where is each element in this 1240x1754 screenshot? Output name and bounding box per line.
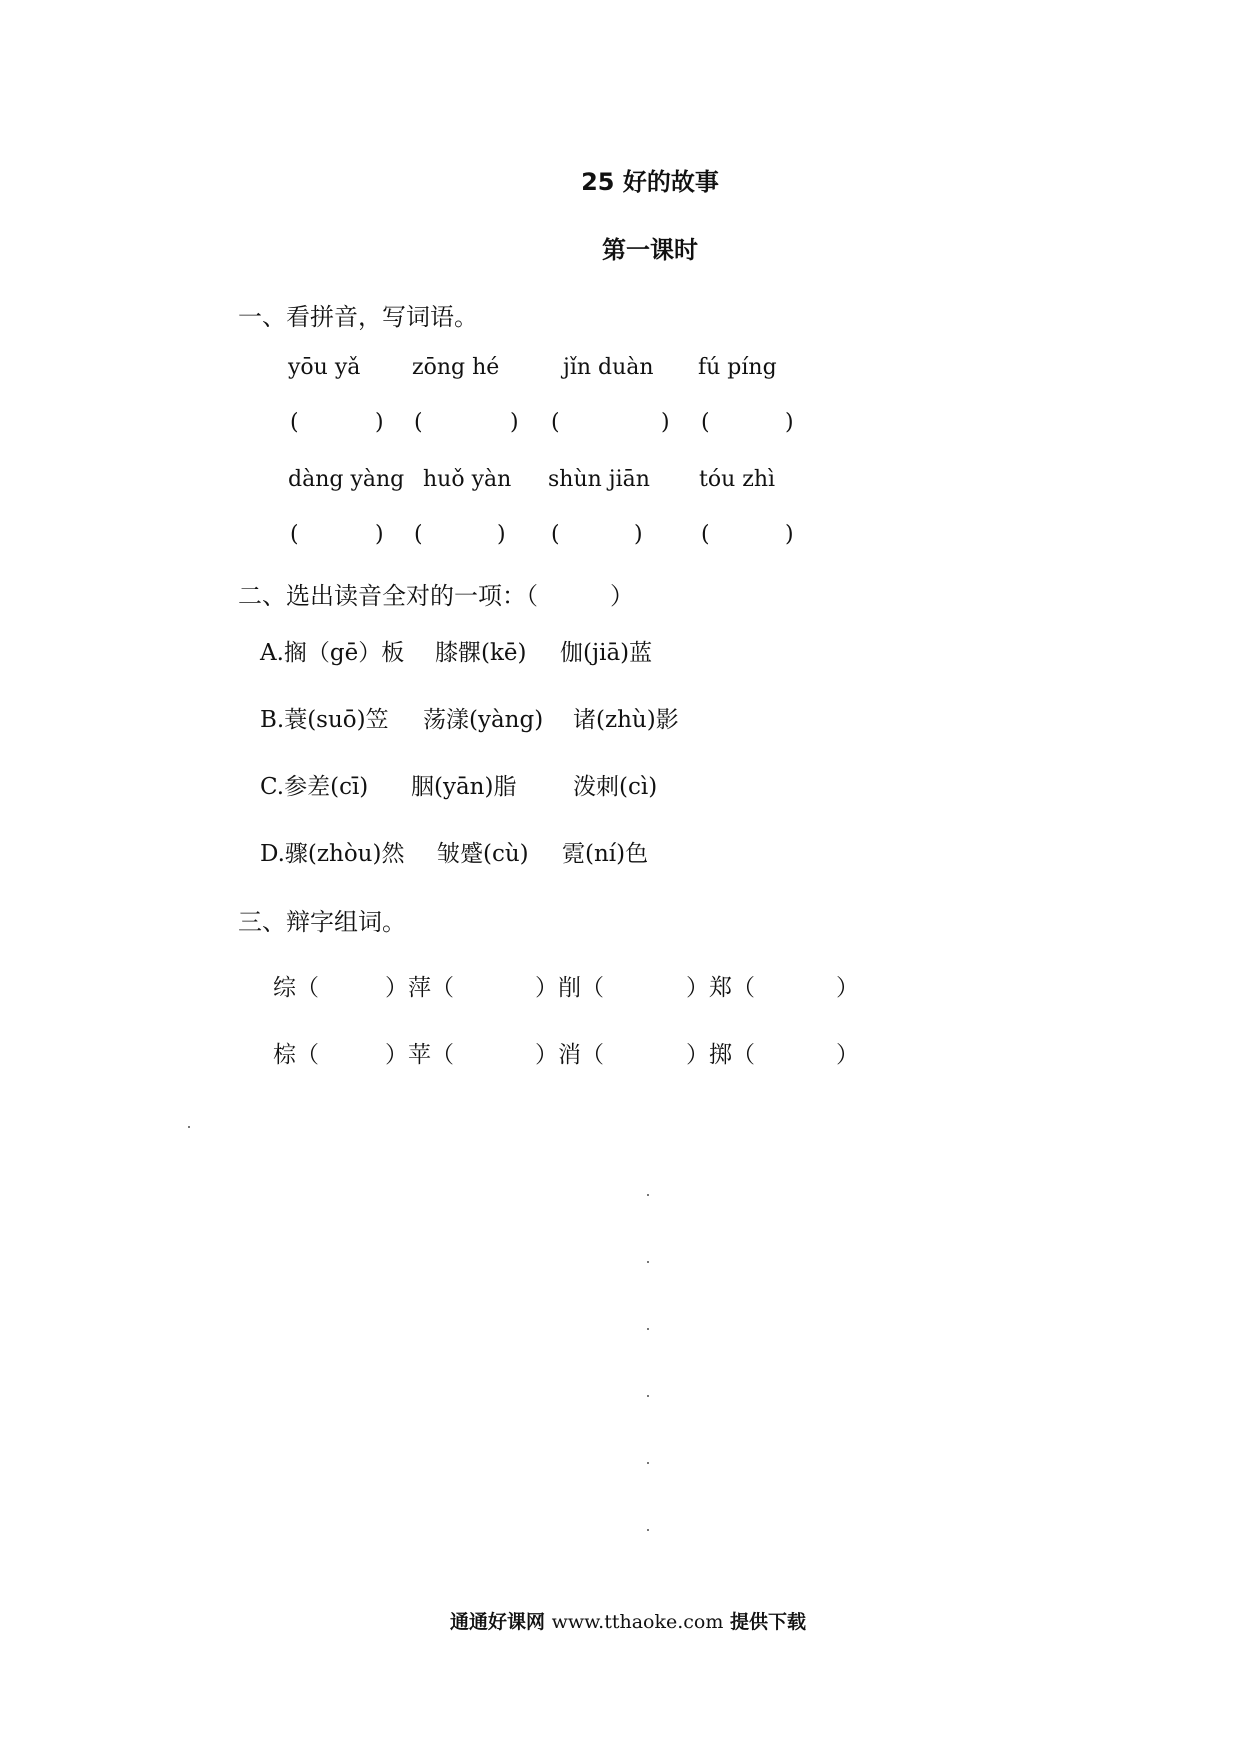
scan-dot <box>647 1529 649 1531</box>
answer-close-4: ) <box>785 410 794 435</box>
word-row1-1: 综（ <box>273 975 319 1001</box>
option-a-1: A.搁（gē）板 <box>260 640 405 666</box>
answer-open-7: ( <box>551 522 560 547</box>
pinyin-6: huǒ yàn <box>423 467 512 492</box>
section3-heading: 三、辩字组词。 <box>238 908 406 936</box>
word-row2-5: ） <box>836 1042 859 1068</box>
scan-dot <box>188 1126 190 1128</box>
footer <box>450 1607 806 1634</box>
word-row2-2: ）苹（ <box>385 1042 454 1068</box>
option-c-3: 泼刺(cì) <box>573 774 658 800</box>
scan-dot <box>647 1395 649 1397</box>
option-d-2: 皱蹙(cù) <box>437 841 529 867</box>
answer-open-1: ( <box>290 410 299 435</box>
word-row2-4: ）掷（ <box>686 1042 755 1068</box>
answer-close-3: ) <box>661 410 670 435</box>
answer-open-8: ( <box>701 522 710 547</box>
option-b-3: 诸(zhù)影 <box>573 707 679 733</box>
scan-dot <box>647 1261 649 1263</box>
answer-close-2: ) <box>510 410 519 435</box>
word-row1-3: ）削（ <box>535 975 604 1001</box>
pinyin-3: jǐn duàn <box>563 355 654 380</box>
word-row2-3: ）消（ <box>535 1042 604 1068</box>
word-row1-5: ） <box>836 975 859 1001</box>
answer-open-5: ( <box>290 522 299 547</box>
answer-open-6: ( <box>414 522 423 547</box>
option-c-1: C.参差(cī) <box>260 774 369 800</box>
option-d-3: 霓(ní)色 <box>562 841 649 867</box>
pinyin-1: yōu yǎ <box>288 355 361 380</box>
section1-heading: 一、看拼音，写词语。 <box>238 303 478 331</box>
option-d-1: D.骤(zhòu)然 <box>260 841 405 867</box>
pinyin-7: shùn jiān <box>548 467 650 492</box>
option-a-2: 膝髁(kē) <box>435 640 527 666</box>
pinyin-4: fú píng <box>698 355 777 380</box>
scan-dot <box>647 1462 649 1464</box>
answer-close-5: ) <box>375 522 384 547</box>
lesson-title: 25 好的故事 <box>581 168 719 196</box>
footer-url[interactable]: www.tthaoke.com <box>551 1611 724 1633</box>
answer-open-4: ( <box>701 410 710 435</box>
word-row1-2: ）萍（ <box>385 975 454 1001</box>
answer-close-7: ) <box>634 522 643 547</box>
option-c-2: 胭(yān)脂 <box>411 774 517 800</box>
scan-dot <box>647 1194 649 1196</box>
pinyin-5: dàng yàng <box>288 467 405 492</box>
footer-site: 通通好课网 <box>450 1611 546 1633</box>
answer-close-1: ) <box>375 410 384 435</box>
word-row2-1: 棕（ <box>273 1042 319 1068</box>
option-a-3: 伽(jiā)蓝 <box>560 640 653 666</box>
option-b-1: B.蓑(suō)笠 <box>260 707 389 733</box>
pinyin-2: zōng hé <box>412 355 500 380</box>
answer-close-8: ) <box>785 522 794 547</box>
option-b-2: 荡漾(yàng) <box>423 707 544 733</box>
section2-heading: 二、选出读音全对的一项：（ ） <box>238 582 634 610</box>
footer-suffix: 提供下载 <box>730 1611 807 1633</box>
word-row1-4: ）郑（ <box>686 975 755 1001</box>
answer-open-2: ( <box>414 410 423 435</box>
lesson-subtitle: 第一课时 <box>602 236 698 264</box>
answer-close-6: ) <box>497 522 506 547</box>
pinyin-8: tóu zhì <box>699 467 776 492</box>
scan-dot <box>647 1328 649 1330</box>
answer-open-3: ( <box>551 410 560 435</box>
